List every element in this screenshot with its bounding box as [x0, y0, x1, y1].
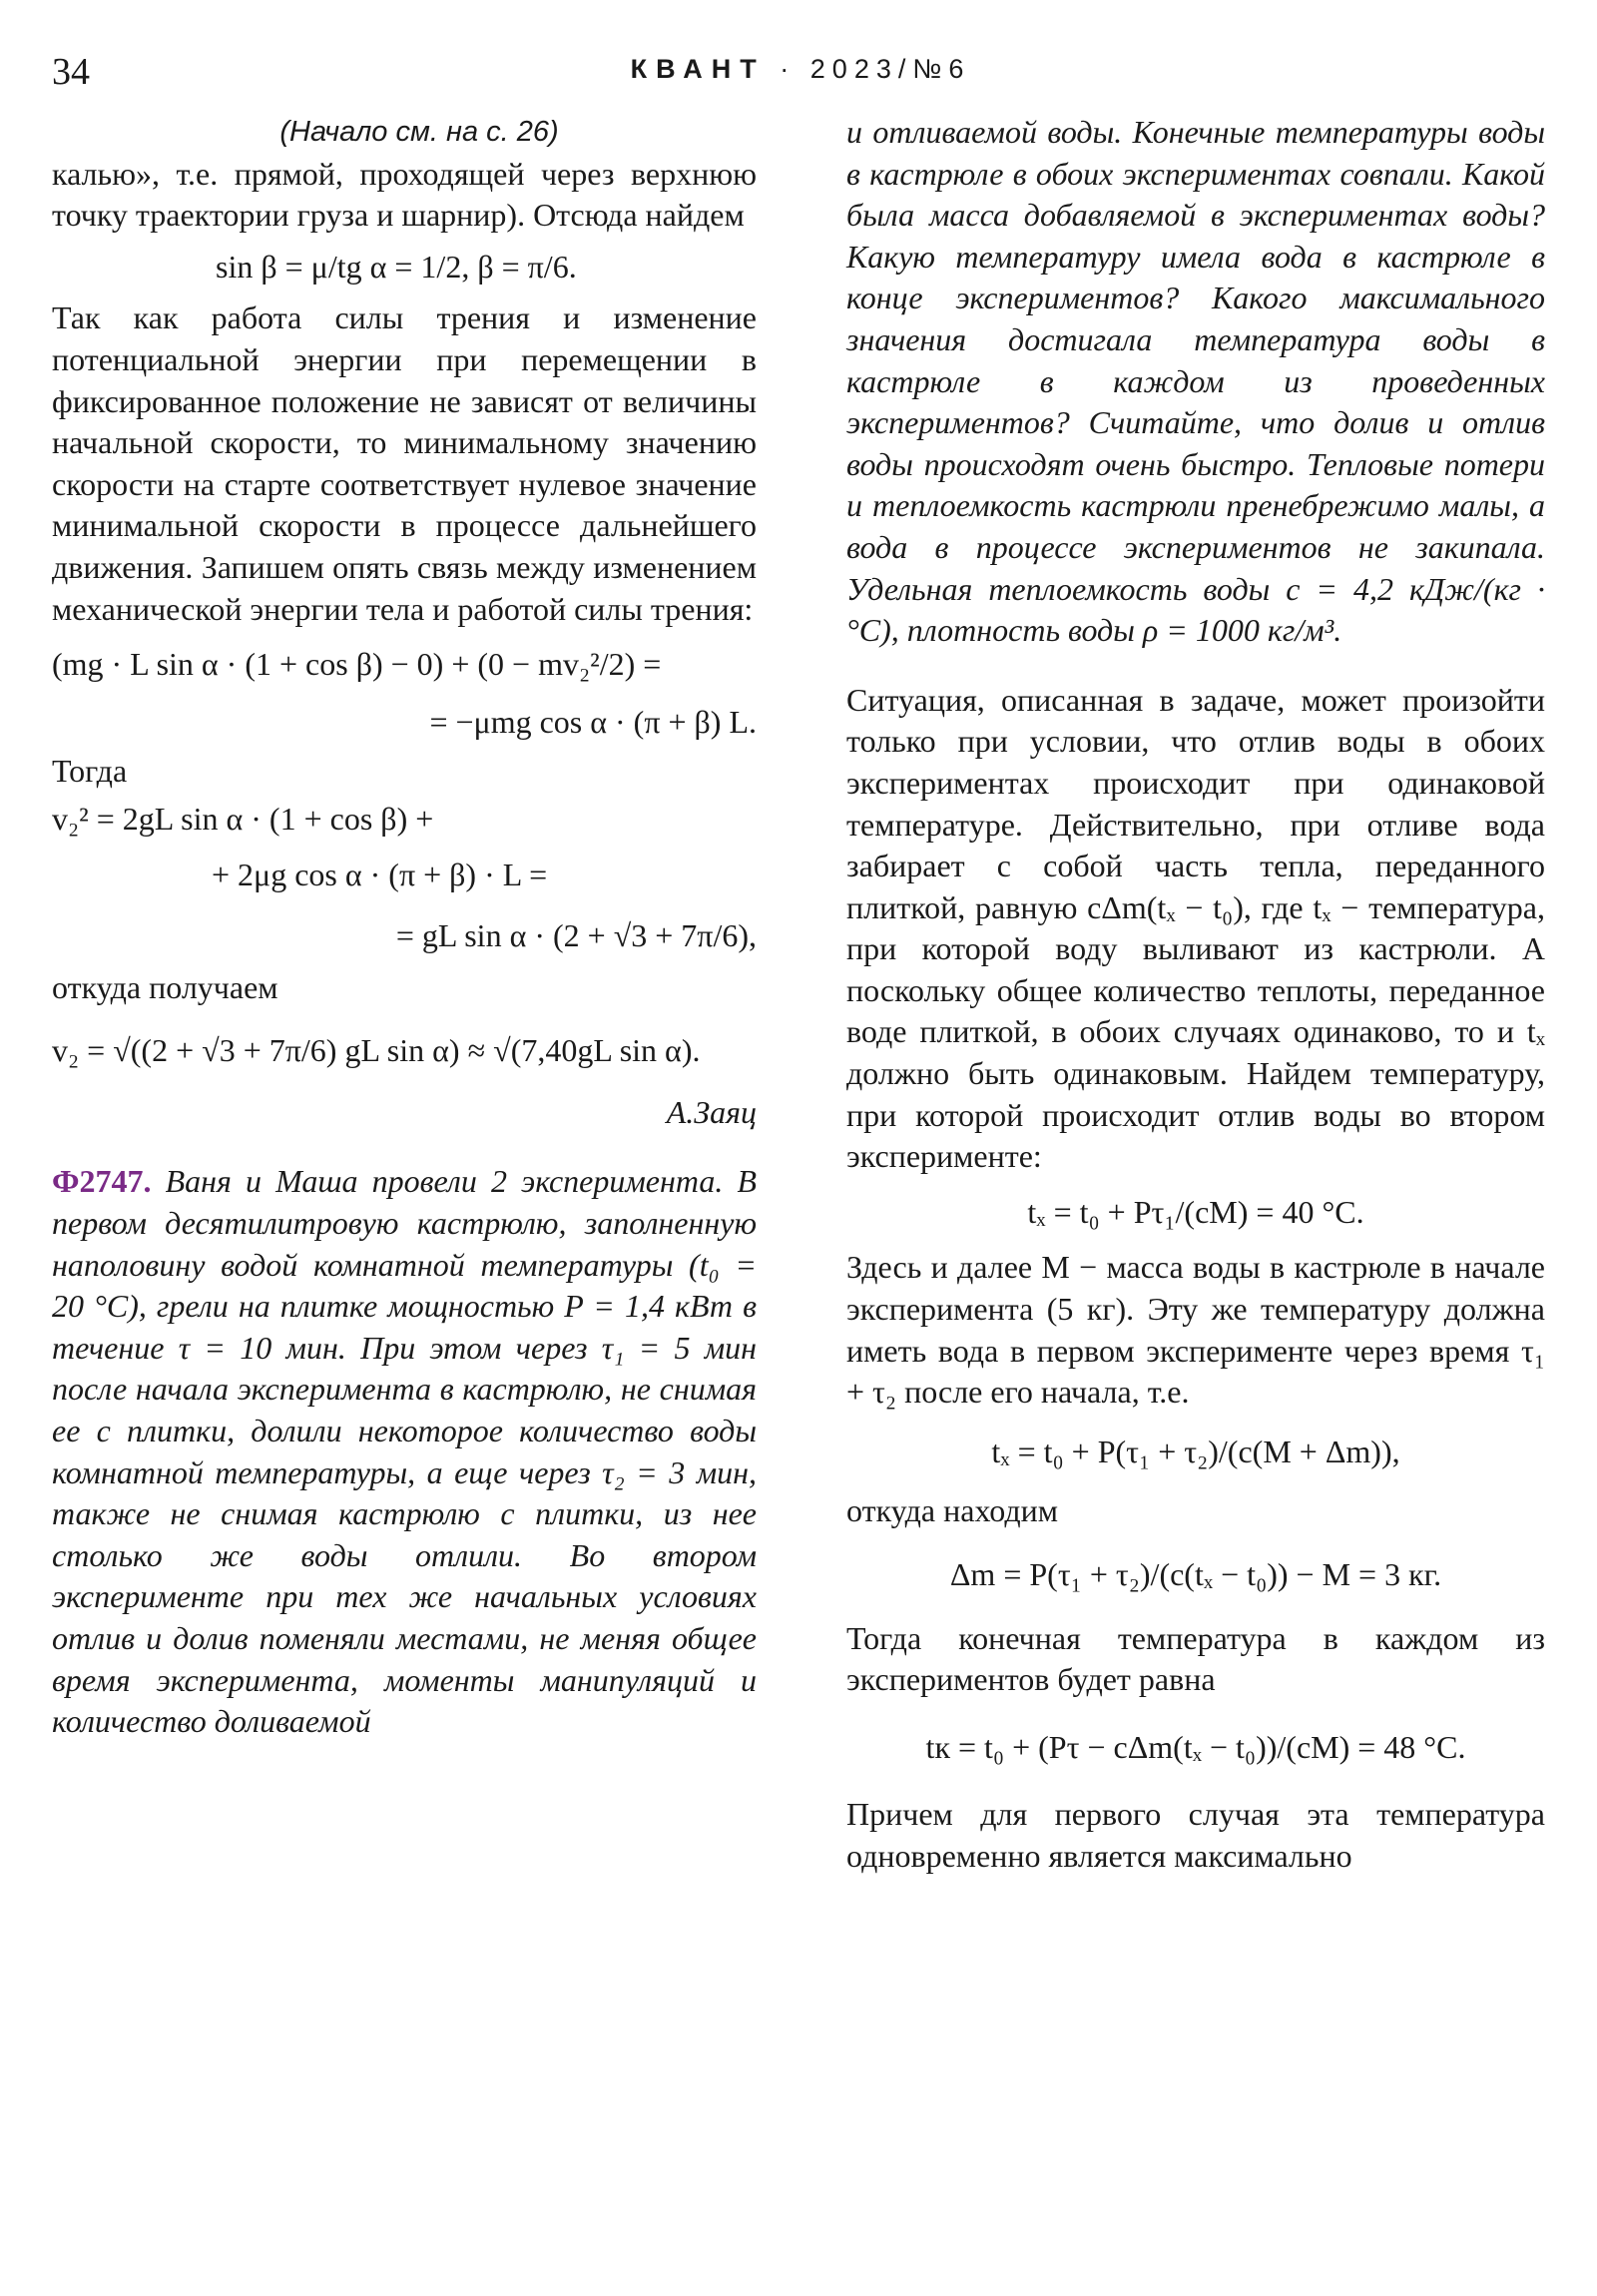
equation-sin-beta-text: sin β = μ/tg α = 1/2, β = π/6.: [216, 248, 577, 285]
left-paragraph-1: калью», т.е. прямой, проходящей через верхнюю точку траектории груза и шарнир). Отсюда найдем: [52, 155, 757, 234]
whence-label: откуда получаем: [52, 968, 278, 1005]
journal-title: [52, 54, 1549, 85]
solution-paragraph-2: Здесь и далее M − масса воды в кастрюле в начале эксперимента (5 кг). Эту же температуру должна иметь вода в первом эксперименте через время τ₁ + τ₂ после его начала, т.е.: [846, 1249, 1545, 1411]
continuation-note: (Начало см. на с. 26): [279, 116, 559, 148]
equation-v2-result: v₂ = √((2 + √3 + 7π/6) gL sin α) ≈ √(7,40gL sin α).: [52, 1032, 701, 1069]
solution-paragraph-3: откуда находим: [846, 1492, 1058, 1529]
equation-v2-line3: = gL sin α · (2 + √3 + 7π/6),: [395, 917, 757, 954]
problem-id: Ф2747.: [52, 1163, 152, 1200]
equation-energy-line2: = −μmg cos α · (π + β) L.: [429, 703, 757, 740]
equation-v2-line2: + 2μg cos α · (π + β) · L =: [212, 856, 548, 892]
solution-paragraph-5: Причем для первого случая эта температура одновременно является максимально: [846, 1796, 1545, 1874]
equation-tx: tₓ = t₀ + Pτ₁/(cM) = 40 °C.: [1027, 1193, 1364, 1230]
solution-paragraph-1: Ситуация, описанная в задаче, может произойти только при условии, что отлив воды в обоих экспериментах происходит при одинаковой температуре. Действительно, при отливе вода забирает с собой часть тепла, переданного плиткой, равную cΔm(tₓ − t₀), где tₓ − температура, при которой воду выливают из кастрюли. А поскольку общее количество теплоты, переданное воде плиткой, в обоих случаях одинаково, то и tₓ должно быть одинаковым. Найдем температуру, при которой происходит отлив воды во втором эксперименте:: [846, 681, 1545, 1175]
journal-name: КВАНТ: [630, 54, 766, 84]
equation-v2-line1: v₂² = 2gL sin α · (1 + cos β) +: [52, 800, 434, 837]
problem-statement: [52, 1161, 757, 1742]
right-column: [846, 112, 1545, 1878]
problem-continuation: и отливаемой воды. Конечные температуры воды в кастрюле в обоих экспериментах совпали. Какой была масса добавляемой в экспериментах воды? Какую температуру имела вода в кастрюле в конце экспериментов? Какого максимального значения достигала температура воды в кастрюле в каждом из проведенных экспериментов? Считайте, что долив и отлив воды происходят очень быстро. Тепловые потери и теплоемкость кастрюли пренебрежимо малы, а вода в процессе экспериментов не закипала. Удельная теплоемкость воды c = 4,2 кДж/(кг · °C), плотность воды ρ = 1000 кг/м³.: [846, 114, 1545, 649]
equation-energy-line1: (mg · L sin α · (1 + cos β) − 0) + (0 − mv₂²/2) =: [52, 646, 662, 683]
journal-issue: · 2023/№6: [780, 54, 971, 84]
left-paragraph-2: Так как работа силы трения и изменение потенциальной энергии при перемещении в фиксированное положение не зависят от величины начальной скорости, то минимальному значению скорости на старте соответствует нулевое значение минимальной скорости в процессе дальнейшего движения. Запишем опять связь между изменением механической энергии тела и работой силы трения:: [52, 299, 757, 627]
left-column: [52, 112, 757, 1743]
solution-paragraph-4: Тогда конечная температура в каждом из экспериментов будет равна: [846, 1619, 1545, 1698]
equation-final-temp: tк = t₀ + (Pτ − cΔm(tₓ − t₀))/(cM) = 48 °C.: [925, 1728, 1466, 1765]
author-name: А.Заяц: [666, 1093, 757, 1130]
equation-delta-m: Δm = P(τ₁ + τ₂)/(c(tₓ − t₀)) − M = 3 кг.: [949, 1556, 1442, 1592]
equation-tx-first: tₓ = t₀ + P(τ₁ + τ₂)/(c(M + Δm)),: [991, 1433, 1400, 1469]
page-header: [52, 50, 1549, 93]
then-label: Тогда: [52, 753, 128, 790]
page-number: 34: [52, 51, 90, 93]
problem-text: Ваня и Маша провели 2 эксперимента. В первом десятилитровую кастрюлю, заполненную наполовину водой комнатной температуры (t₀ = 20 °C), грели на плитке мощностью P = 1,4 кВт в течение τ = 10 мин. При этом через τ₁ = 5 мин после начала эксперимента в кастрюлю, не снимая ее с плитки, долили некоторое количество воды комнатной температуры, а еще через τ₂ = 3 мин, также не снимая кастрюлю с плитки, из нее столько же воды отлили. Во втором эксперименте при тех же начальных условиях отлив и долив поменяли местами, не меняя общее время эксперимента, моменты манипуляций и количество доливаемой: [52, 1163, 758, 1740]
equation-sin-beta: [216, 247, 757, 288]
